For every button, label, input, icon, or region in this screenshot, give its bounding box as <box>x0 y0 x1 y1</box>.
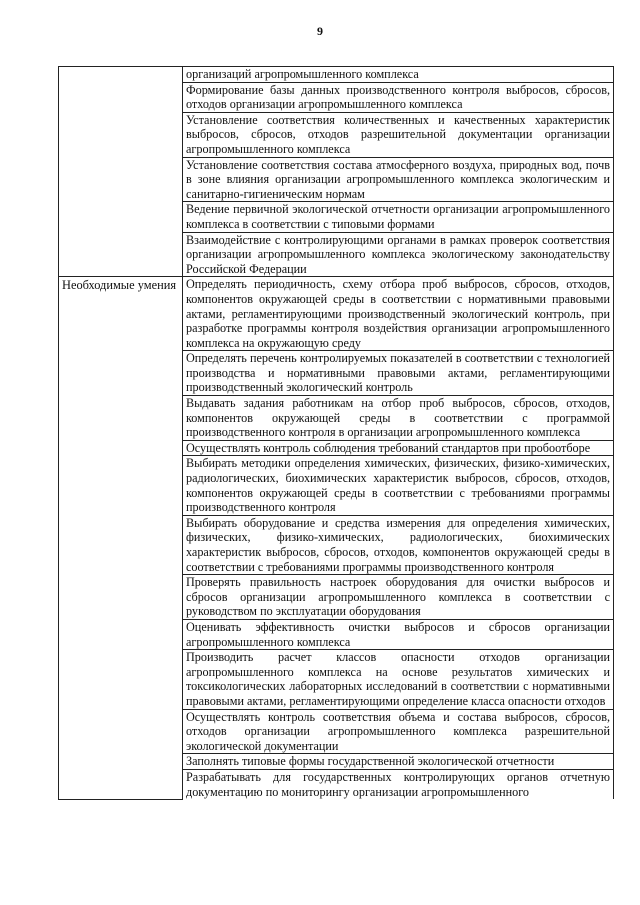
skill-cell: Осуществлять контроль соответствия объема и состава выбросов, сбросов, отходов организации агропромышленного комплекса разрешительной экологической документации <box>183 709 614 754</box>
knowledge-cell: Взаимодействие с контролирующими органами в рамках проверок соответствия организации агропромышленного комплекса экологическому законодательству Российской Федерации <box>183 232 614 277</box>
skill-cell: Осуществлять контроль соблюдения требований стандартов при пробоотборе <box>183 440 614 456</box>
knowledge-cell: организаций агропромышленного комплекса <box>183 67 614 83</box>
knowledge-cell: Установление соответствия состава атмосферного воздуха, природных вод, почв в зоне влияния организации агропромышленного комплекса экологическим и санитарно-гигиеническим нормам <box>183 157 614 202</box>
skill-cell: Выбирать оборудование и средства измерения для определения химических, физических, физико-химических, радиологических, биохимических характеристик выбросов, сбросов, отходов, компонентов окружающей среды в соответствии с требованиями программы производственного контроля <box>183 515 614 574</box>
skill-cell: Оценивать эффективность очистки выбросов и сбросов организации агропромышленного комплекса <box>183 619 614 649</box>
page-number: 9 <box>317 24 323 38</box>
skill-cell: Определять перечень контролируемых показателей в соответствии с технологией производства и нормативными правовыми актами, регламентирующими производственный экологический контроль <box>183 351 614 396</box>
skill-cell: Определять периодичность, схему отбора проб выбросов, сбросов, отходов, компонентов окружающей среды в соответствии с нормативными правовыми актами, регламентирующими производственный экологический контроль, при разработке программы контроля воздействия организации агропромышленного комплекса на окружающую среду <box>183 277 614 351</box>
skill-cell: Заполнять типовые формы государственной экологической отчетности <box>183 754 614 770</box>
knowledge-cell: Ведение первичной экологической отчетности организации агропромышленного комплекса в соответствии с типовыми формами <box>183 202 614 232</box>
skill-cell: Разрабатывать для государственных контролирующих органов отчетную документацию по мониторингу организации агропромышленного <box>183 769 614 799</box>
skill-cell: Производить расчет классов опасности отходов организации агропромышленного комплекса на основе результатов химических и токсикологических лабораторных исследований в соответствии с нормативными правовыми актами, регламентирующими определение класса опасности отходов <box>183 650 614 709</box>
skill-cell: Выдавать задания работникам на отбор проб выбросов, сбросов, отходов, компонентов окружающей среды в соответствии с программой производственного контроля в организации агропромышленного комплекса <box>183 396 614 441</box>
skill-cell: Выбирать методики определения химических, физических, физико-химических, радиологических, биохимических характеристик выбросов, сбросов, отходов, компонентов окружающей среды в соответствии с требованиями программы производственного контроля <box>183 456 614 515</box>
table-row <box>59 67 614 83</box>
table-row <box>59 277 614 351</box>
skills-label: Необходимые умения <box>59 277 183 799</box>
skill-cell: Проверять правильность настроек оборудования для очистки выбросов и сбросов организации агропромышленного комплекса в соответствии с руководством по эксплуатации оборудования <box>183 575 614 620</box>
empty-label-cell <box>59 67 183 277</box>
knowledge-cell: Установление соответствия количественных и качественных характеристик выбросов, сбросов, отходов разрешительной документации организации агропромышленного комплекса <box>183 112 614 157</box>
competency-table <box>58 66 614 800</box>
knowledge-cell: Формирование базы данных производственного контроля выбросов, сбросов, отходов организации агропромышленного комплекса <box>183 82 614 112</box>
